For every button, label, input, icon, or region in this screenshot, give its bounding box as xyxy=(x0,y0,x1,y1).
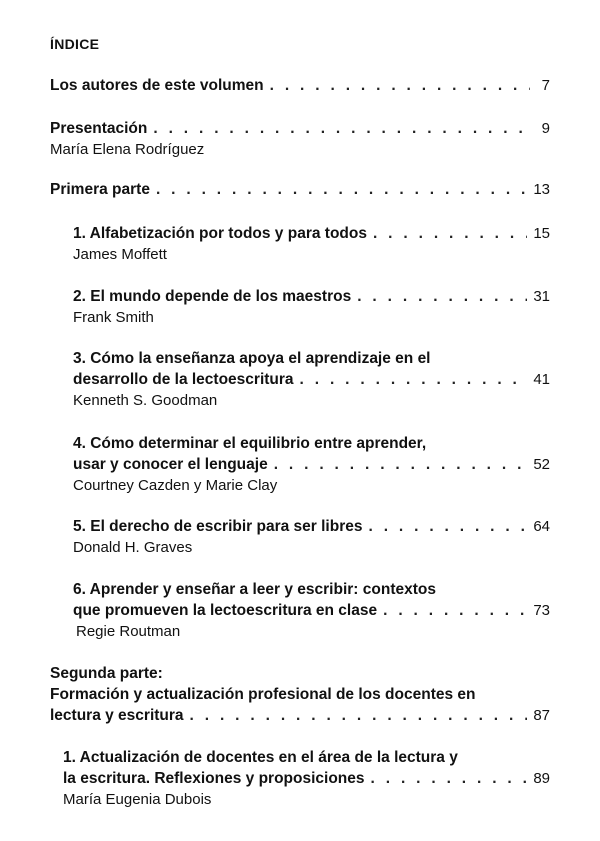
dot-leader xyxy=(270,75,530,96)
toc-entry-title: desarrollo de la lectoescritura xyxy=(73,371,294,388)
toc-entry-title: usar y conocer el lenguaje xyxy=(73,456,268,473)
dot-leader xyxy=(368,516,527,537)
toc-entry-author: María Elena Rodríguez xyxy=(50,141,205,158)
toc-entry-title: 1. Alfabetización por todos y para todos xyxy=(73,225,367,242)
dot-leader xyxy=(383,600,527,621)
toc-entry-chapter-4[interactable] xyxy=(73,433,550,496)
toc-entry-title: que promueven la lectoescritura en clase xyxy=(73,602,378,619)
toc-entry-chapter-3[interactable] xyxy=(73,348,550,411)
dot-leader xyxy=(153,118,530,139)
toc-entry-part-one[interactable] xyxy=(50,179,550,200)
dot-leader xyxy=(357,286,527,307)
toc-entry-author: Frank Smith xyxy=(73,309,154,326)
toc-entry-title: lectura y escritura xyxy=(50,707,184,724)
toc-entry-page: 41 xyxy=(533,371,550,388)
toc-entry-title-line: Formación y actualización profesional de los docentes en xyxy=(50,686,476,703)
dot-leader xyxy=(156,179,527,200)
toc-entry-page: 52 xyxy=(533,456,550,473)
toc-entry-author: Donald H. Graves xyxy=(73,539,193,556)
toc-entry-title-line: Segunda parte: xyxy=(50,665,163,682)
toc-entry-title: 2. El mundo depende de los maestros xyxy=(73,288,352,305)
toc-entry-part-two-chapter-1[interactable] xyxy=(63,747,550,810)
index-heading: ÍNDICE xyxy=(50,36,100,52)
toc-entry-title-line: 1. Actualización de docentes en el área de la lectura y xyxy=(63,749,458,766)
toc-entry-title: Primera parte xyxy=(50,181,150,198)
toc-entry-chapter-6[interactable] xyxy=(73,579,550,642)
toc-entry-author: Regie Routman xyxy=(76,623,181,640)
toc-entry-chapter-1[interactable] xyxy=(73,223,550,265)
toc-entry-author: James Moffett xyxy=(73,246,167,263)
toc-entry-author: María Eugenia Dubois xyxy=(63,791,212,808)
toc-entry-page: 89 xyxy=(533,770,550,787)
dot-leader xyxy=(300,369,528,390)
toc-entry-chapter-5[interactable] xyxy=(73,516,550,558)
toc-entry-page: 31 xyxy=(533,288,550,305)
toc-entry-page: 87 xyxy=(533,707,550,724)
toc-entry-title: 5. El derecho de escribir para ser libres xyxy=(73,518,363,535)
dot-leader xyxy=(373,223,527,244)
dot-leader xyxy=(190,705,528,726)
dot-leader xyxy=(371,768,528,789)
toc-entry-page: 9 xyxy=(541,120,550,137)
toc-entry-title-line: 3. Cómo la enseñanza apoya el aprendizaje en el xyxy=(73,350,431,367)
toc-entry-chapter-2[interactable] xyxy=(73,286,550,328)
toc-entry-title: Los autores de este volumen xyxy=(50,77,264,94)
toc-entry-part-two[interactable] xyxy=(50,663,550,726)
dot-leader xyxy=(274,454,528,475)
toc-entry-presentation[interactable] xyxy=(50,118,550,160)
toc-entry-page: 64 xyxy=(533,518,550,535)
toc-entry-author: Kenneth S. Goodman xyxy=(73,392,218,409)
toc-entry-title: Presentación xyxy=(50,120,148,137)
toc-entry-title-line: 4. Cómo determinar el equilibrio entre aprender, xyxy=(73,435,427,452)
toc-entry-title-line: 6. Aprender y enseñar a leer y escribir: contextos xyxy=(73,581,436,598)
toc-entry-page: 7 xyxy=(541,77,550,94)
toc-entry-title: la escritura. Reflexiones y proposiciones xyxy=(63,770,365,787)
toc-entry-page: 15 xyxy=(533,225,550,242)
toc-entry-author: Courtney Cazden y Marie Clay xyxy=(73,477,278,494)
toc-entry-page: 13 xyxy=(533,181,550,198)
toc-entry-authors[interactable] xyxy=(50,75,550,96)
toc-entry-page: 73 xyxy=(533,602,550,619)
